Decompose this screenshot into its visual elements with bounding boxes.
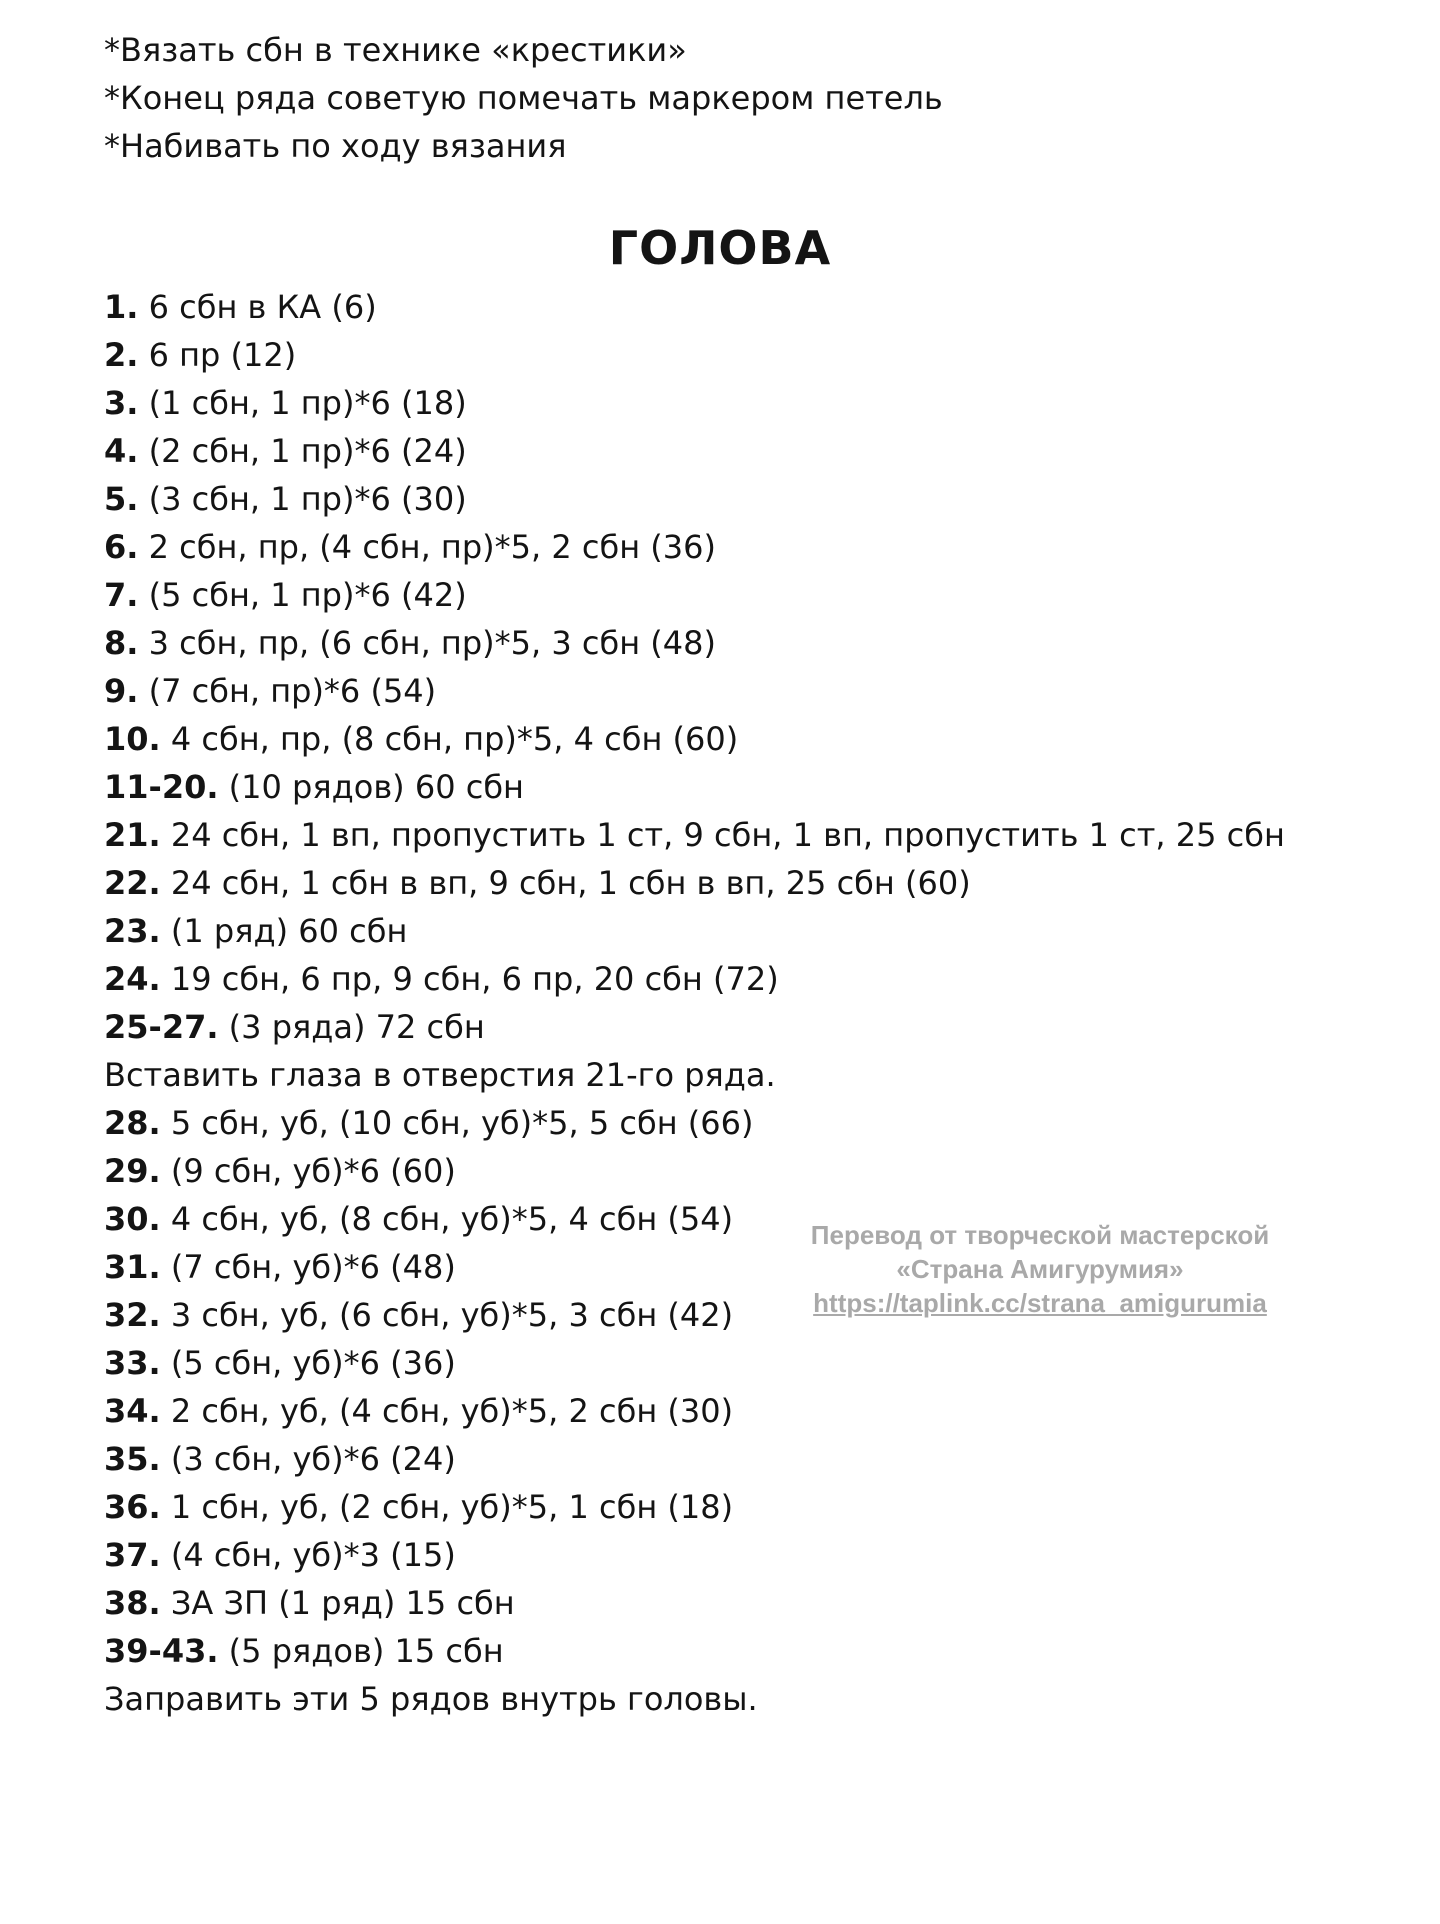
row-number: 4. xyxy=(104,432,139,470)
pattern-row xyxy=(104,715,1364,763)
row-text: 2 сбн, пр, (4 сбн, пр)*5, 2 сбн (36) xyxy=(138,528,716,566)
pattern-row xyxy=(104,379,1364,427)
note-marker: *Конец ряда советую помечать маркером петель xyxy=(104,79,943,117)
row-text: (5 сбн, 1 пр)*6 (42) xyxy=(138,576,467,614)
row-number: 2. xyxy=(104,336,139,374)
row-number: 5. xyxy=(104,480,139,518)
row-text: (7 сбн, уб)*6 (48) xyxy=(160,1248,456,1286)
row-text: 24 сбн, 1 вп, пропустить 1 ст, 9 сбн, 1 вп, пропустить 1 ст, 25 сбн xyxy=(160,816,1285,854)
pattern-row xyxy=(104,811,1364,859)
instruction-line xyxy=(104,1675,1364,1723)
row-number: 29. xyxy=(104,1152,161,1190)
pattern-row xyxy=(104,859,1364,907)
row-number: 6. xyxy=(104,528,139,566)
row-text: (7 сбн, пр)*6 (54) xyxy=(138,672,437,710)
row-number: 3. xyxy=(104,384,139,422)
row-text: 6 пр (12) xyxy=(138,336,297,374)
pattern-row xyxy=(104,523,1364,571)
pattern-row xyxy=(104,1099,1364,1147)
row-text: 19 сбн, 6 пр, 9 сбн, 6 пр, 20 сбн (72) xyxy=(160,960,779,998)
pattern-row xyxy=(104,1387,1364,1435)
row-text: 4 сбн, пр, (8 сбн, пр)*5, 4 сбн (60) xyxy=(160,720,739,758)
watermark-line-1: Перевод от творческой мастерской xyxy=(810,1220,1270,1250)
row-number: 25-27. xyxy=(104,1008,219,1046)
watermark-link[interactable]: https://taplink.cc/strana_amigurumia xyxy=(813,1288,1267,1318)
pattern-row xyxy=(104,1483,1364,1531)
pattern-row xyxy=(104,763,1364,811)
row-number: 38. xyxy=(104,1584,161,1622)
row-number: 10. xyxy=(104,720,161,758)
row-text: (3 сбн, 1 пр)*6 (30) xyxy=(138,480,467,518)
row-number: 36. xyxy=(104,1488,161,1526)
row-number: 37. xyxy=(104,1536,161,1574)
row-number: 39-43. xyxy=(104,1632,219,1670)
row-text: (1 сбн, 1 пр)*6 (18) xyxy=(138,384,467,422)
pattern-rows xyxy=(104,283,1364,1723)
row-text: ЗА ЗП (1 ряд) 15 сбн xyxy=(160,1584,515,1622)
row-text: (5 рядов) 15 сбн xyxy=(218,1632,504,1670)
row-text: (4 сбн, уб)*3 (15) xyxy=(160,1536,456,1574)
row-text: Вставить глаза в отверстия 21-го ряда. xyxy=(104,1056,776,1094)
row-text: (3 сбн, уб)*6 (24) xyxy=(160,1440,456,1478)
row-text: 2 сбн, уб, (4 сбн, уб)*5, 2 сбн (30) xyxy=(160,1392,734,1430)
instruction-line xyxy=(104,1051,1364,1099)
row-text: (3 ряда) 72 сбн xyxy=(218,1008,485,1046)
row-text: 1 сбн, уб, (2 сбн, уб)*5, 1 сбн (18) xyxy=(160,1488,734,1526)
row-number: 28. xyxy=(104,1104,161,1142)
row-number: 30. xyxy=(104,1200,161,1238)
row-number: 1. xyxy=(104,288,139,326)
note-crosses: *Вязать сбн в технике «крестики» xyxy=(104,31,687,69)
pattern-row xyxy=(104,1579,1364,1627)
pattern-row xyxy=(104,667,1364,715)
row-number: 11-20. xyxy=(104,768,219,806)
row-text: 6 сбн в КА (6) xyxy=(138,288,377,326)
row-text: (10 рядов) 60 сбн xyxy=(218,768,524,806)
pattern-row xyxy=(104,1435,1364,1483)
pattern-row xyxy=(104,1531,1364,1579)
row-number: 7. xyxy=(104,576,139,614)
pattern-row xyxy=(104,1003,1364,1051)
pattern-row xyxy=(104,1627,1364,1675)
watermark xyxy=(760,1218,1320,1320)
row-number: 35. xyxy=(104,1440,161,1478)
row-text: 3 сбн, пр, (6 сбн, пр)*5, 3 сбн (48) xyxy=(138,624,716,662)
pattern-row xyxy=(104,571,1364,619)
pattern-row xyxy=(104,427,1364,475)
row-number: 8. xyxy=(104,624,139,662)
row-number: 24. xyxy=(104,960,161,998)
pattern-row xyxy=(104,955,1364,1003)
row-text: Заправить эти 5 рядов внутрь головы. xyxy=(104,1680,758,1718)
row-number: 9. xyxy=(104,672,139,710)
note-stuffing: *Набивать по ходу вязания xyxy=(104,127,567,165)
pattern-row xyxy=(104,331,1364,379)
row-text: (2 сбн, 1 пр)*6 (24) xyxy=(138,432,467,470)
page-title: ГОЛОВА xyxy=(608,221,832,275)
pattern-row xyxy=(104,475,1364,523)
row-text: 5 сбн, уб, (10 сбн, уб)*5, 5 сбн (66) xyxy=(160,1104,754,1142)
pattern-row xyxy=(104,907,1364,955)
row-text: (1 ряд) 60 сбн xyxy=(160,912,408,950)
pattern-row xyxy=(104,1339,1364,1387)
row-text: 3 сбн, уб, (6 сбн, уб)*5, 3 сбн (42) xyxy=(160,1296,734,1334)
row-text: (9 сбн, уб)*6 (60) xyxy=(160,1152,456,1190)
row-number: 31. xyxy=(104,1248,161,1286)
row-text: 4 сбн, уб, (8 сбн, уб)*5, 4 сбн (54) xyxy=(160,1200,734,1238)
row-text: (5 сбн, уб)*6 (36) xyxy=(160,1344,456,1382)
watermark-line-2: «Страна Амигурумия» xyxy=(896,1254,1184,1284)
row-number: 33. xyxy=(104,1344,161,1382)
notes-list xyxy=(104,26,1304,170)
row-number: 23. xyxy=(104,912,161,950)
row-text: 24 сбн, 1 сбн в вп, 9 сбн, 1 сбн в вп, 25 сбн (60) xyxy=(160,864,971,902)
pattern-row xyxy=(104,619,1364,667)
row-number: 34. xyxy=(104,1392,161,1430)
pattern-row xyxy=(104,283,1364,331)
row-number: 22. xyxy=(104,864,161,902)
row-number: 21. xyxy=(104,816,161,854)
row-number: 32. xyxy=(104,1296,161,1334)
pattern-row xyxy=(104,1147,1364,1195)
